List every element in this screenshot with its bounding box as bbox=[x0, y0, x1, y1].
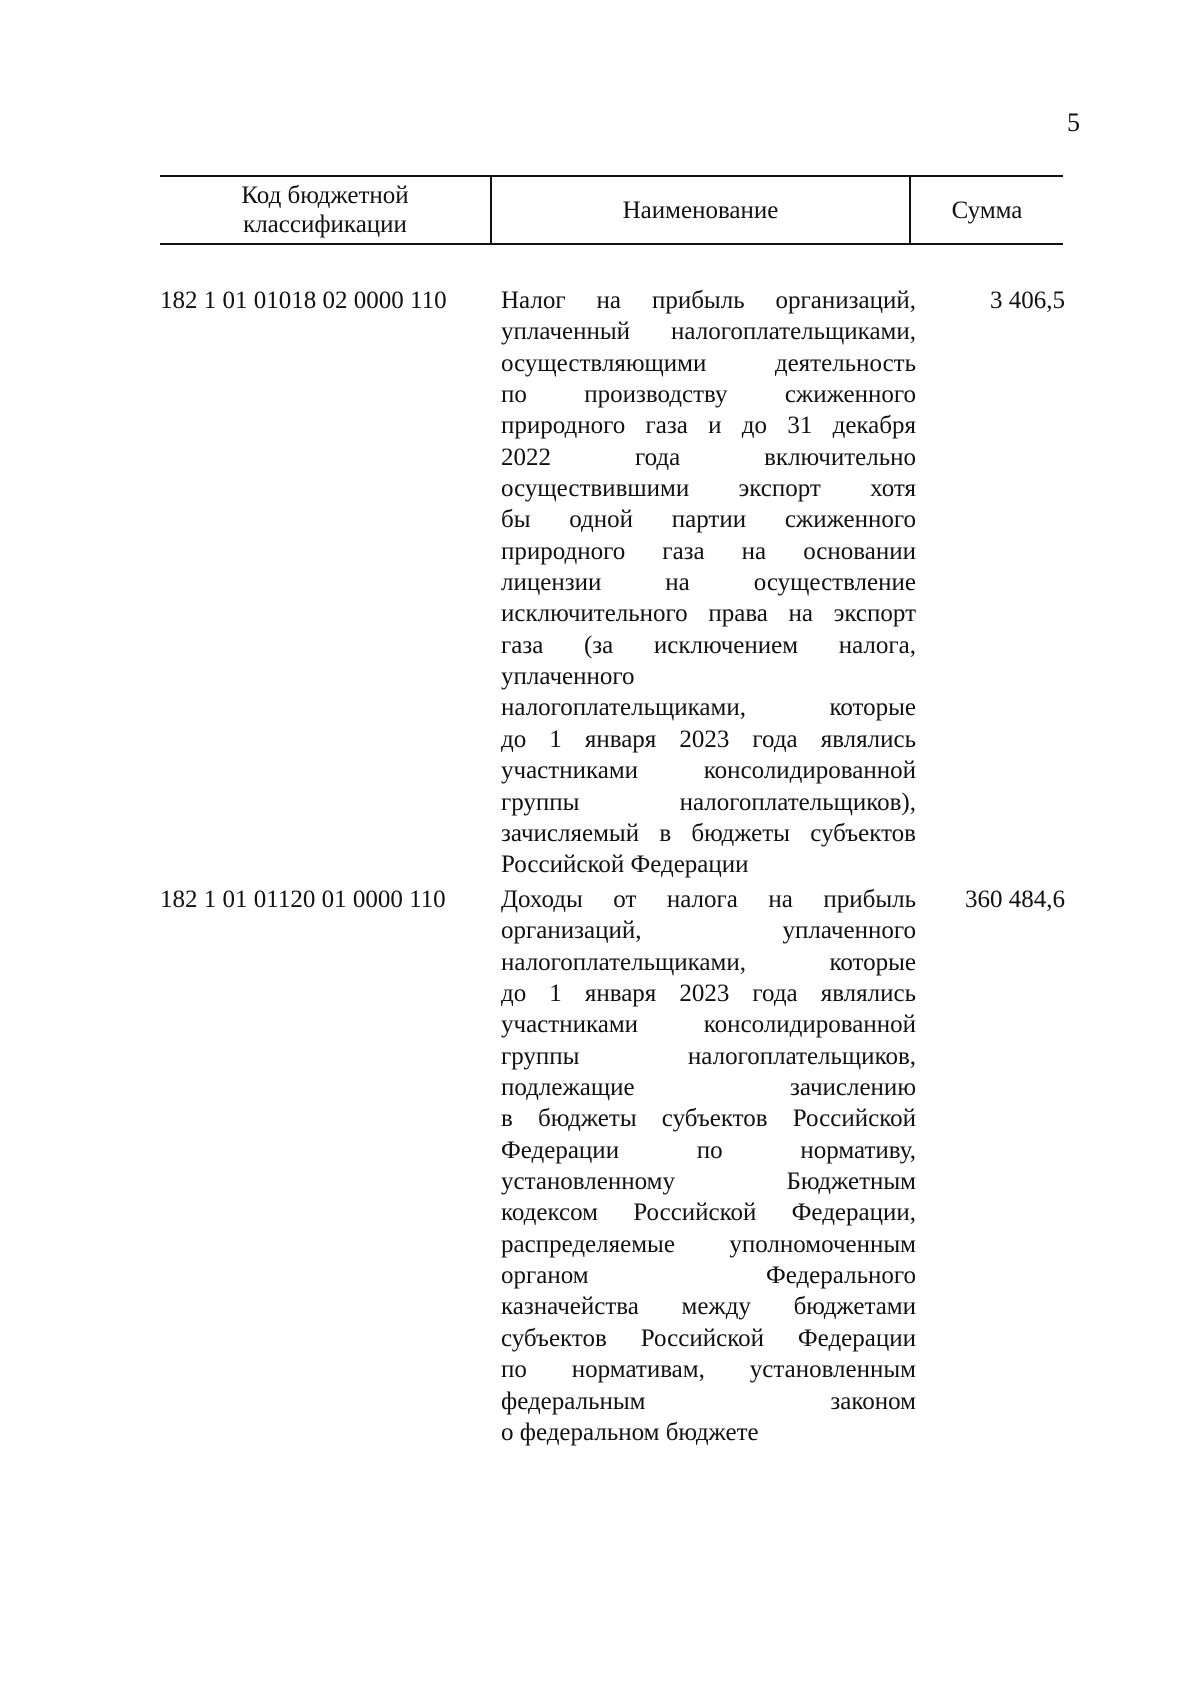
item-name-line: по производству сжиженного bbox=[501, 381, 916, 409]
item-name-line: о федеральном бюджете bbox=[501, 1418, 759, 1446]
item-name-line: 2022 года включительно bbox=[501, 443, 916, 471]
item-name-line: осуществившими экспорт хотя bbox=[501, 475, 916, 503]
item-name bbox=[501, 884, 916, 1448]
item-name-line: до 1 января 2023 года являлись bbox=[501, 980, 916, 1008]
item-name-line: участниками консолидированной bbox=[501, 1011, 916, 1039]
item-name-line: налогоплательщиками, которые bbox=[501, 948, 916, 976]
item-name-line: группы налогоплательщиков), bbox=[501, 788, 916, 816]
budget-code: 182 1 01 01018 02 0000 110 bbox=[160, 287, 447, 314]
budget-code: 182 1 01 01120 01 0000 110 bbox=[160, 886, 446, 913]
item-name-line: группы налогоплательщиков, bbox=[501, 1042, 916, 1070]
item-name bbox=[501, 285, 916, 881]
column-header-sum: Сумма bbox=[951, 196, 1023, 224]
item-name-line: природного газа на основании bbox=[501, 537, 916, 565]
item-name-line: газа (за исключением налога, bbox=[501, 631, 916, 659]
item-name-line: распределяемые уполномоченным bbox=[501, 1230, 916, 1258]
item-name-line: федеральным законом bbox=[501, 1387, 916, 1415]
item-name-line: в бюджеты субъектов Российской bbox=[501, 1105, 916, 1133]
item-name-line: уплаченный налогоплательщиками, bbox=[501, 318, 916, 346]
item-name-line: осуществляющими деятельность bbox=[501, 349, 916, 377]
item-name-line: Доходы от налога на прибыль bbox=[501, 886, 916, 913]
item-name-line: Налог на прибыль организаций, bbox=[501, 287, 916, 314]
item-name-line: кодексом Российской Федерации, bbox=[501, 1199, 916, 1227]
item-name-line: субъектов Российской Федерации bbox=[501, 1324, 916, 1352]
item-name-line: до 1 января 2023 года являлись bbox=[501, 725, 916, 753]
page-number: 5 bbox=[1067, 108, 1080, 137]
item-name-line: установленному Бюджетным bbox=[501, 1168, 916, 1196]
column-header-code: Код бюджетной классификации bbox=[241, 182, 409, 238]
item-name-line: по нормативам, установленным bbox=[501, 1356, 916, 1384]
item-name-line: бы одной партии сжиженного bbox=[501, 506, 916, 534]
item-name-line: Российской Федерации bbox=[501, 851, 749, 879]
item-name-line: Федерации по нормативу, bbox=[501, 1136, 916, 1164]
item-name-line: природного газа и до 31 декабря bbox=[501, 412, 916, 440]
item-name-line: зачисляемый в бюджеты субъектов bbox=[501, 819, 916, 847]
item-name-line: исключительного права на экспорт bbox=[501, 600, 916, 628]
table-header bbox=[160, 175, 1063, 245]
item-name-line: уплаченного bbox=[501, 663, 635, 691]
column-header-name: Наименование bbox=[490, 177, 911, 243]
amount: 360 484,6 bbox=[965, 886, 1065, 913]
item-name-line: лицензии на осуществление bbox=[501, 569, 916, 597]
item-name-line: органом Федерального bbox=[501, 1262, 916, 1290]
item-name-line: подлежащие зачислению bbox=[501, 1074, 916, 1102]
amount: 3 406,5 bbox=[990, 287, 1065, 314]
item-name-line: налогоплательщиками, которые bbox=[501, 694, 916, 722]
item-name-line: участниками консолидированной bbox=[501, 757, 916, 785]
item-name-line: организаций, уплаченного bbox=[501, 917, 916, 945]
item-name-line: казначейства между бюджетами bbox=[501, 1293, 916, 1321]
